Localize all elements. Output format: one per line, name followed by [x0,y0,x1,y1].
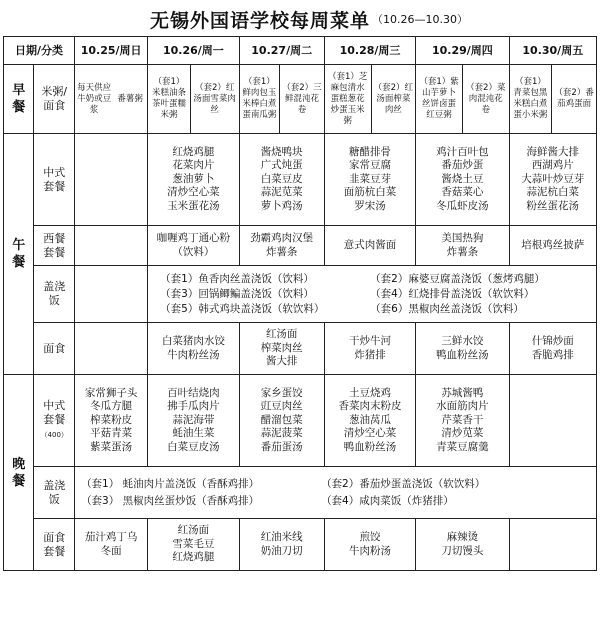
day-header-thu: 10.29/周四 [416,37,509,65]
category-lunch-noodle: 面食 [34,323,75,375]
breakfast-thu-set1: （套1）紫山芋萝卜丝饼卤蛋红豆粥 [416,65,463,134]
dinner-chinese-row [4,375,597,467]
page-title: 无锡外国语学校每周菜单 [150,10,371,32]
category-lunch-rice: 盖浇饭 [34,266,75,323]
dinner-rice-list [75,467,597,519]
breakfast-tue-set2: （套2）三鲜混沌花卷 [280,65,325,134]
day-header-sun: 10.25/周日 [75,37,148,65]
breakfast-sun-drinks: 每天供应牛奶或豆浆 [77,82,112,115]
menu-header [0,6,600,32]
lunch-rice-set3: （套3）回锅鲫鳊盖浇饭（饮料） [160,287,314,300]
meal-label-dinner: 晚餐 [4,375,34,571]
day-header-wed: 10.28/周三 [324,37,415,65]
dinner-chinese-note: （400） [40,431,68,439]
category-dinner-noodle: 面食套餐 [34,519,75,571]
dinner-chinese-thu: 苏城酱鸭 水面筋肉片 芹菜香干 清炒苋菜 青菜豆腐羹 [416,375,509,467]
lunch-noodle-sun [75,323,148,375]
breakfast-sun-porridge: 番薯粥 [117,93,143,104]
lunch-chinese-sun [75,134,148,226]
breakfast-row [4,65,597,134]
breakfast-wed-set2: （套2）红汤面榨菜肉丝 [371,65,416,134]
lunch-rice-list [148,266,597,323]
lunch-rice-set5: （套5）韩式鸡块盖浇饭（软饮料） [160,302,325,315]
lunch-rice-set1: （套1）鱼香肉丝盖浇饭（饮料） [160,272,314,285]
category-lunch-western: 西餐套餐 [34,226,75,266]
category-dinner-chinese: 中式套餐 （400） [34,375,75,467]
lunch-western-thu: 美国热狗 炸薯条 [416,226,509,266]
dinner-rice-set1: （套1） 蚝油肉片盖浇饭（香酥鸡排） [81,477,260,490]
breakfast-mon-set2: （套2）红汤面雪菜肉丝 [190,65,239,134]
weekly-menu-table [3,36,597,571]
category-breakfast: 米粥/面食 [34,65,75,134]
lunch-western-wed: 意式肉酱面 [324,226,415,266]
corner-header: 日期/分类 [4,37,75,65]
lunch-western-row [4,226,597,266]
meal-label-lunch: 午餐 [4,134,34,375]
lunch-chinese-tue: 酱烧鸭块 广式炖蛋 白菜豆皮 蒜泥苋菜 萝卜鸡汤 [239,134,324,226]
dinner-noodle-wed: 煎饺 牛肉粉汤 [324,519,415,571]
lunch-western-sun [75,226,148,266]
lunch-western-mon: 咖喱鸡丁通心粉（饮料） [148,226,239,266]
lunch-chinese-mon: 红烧鸡腿 花菜肉片 葱油萝卜 清炒空心菜 玉米蛋花汤 [148,134,239,226]
dinner-rice-row [4,467,597,519]
breakfast-wed-set1: （套1）芝麻包清水蛋糕葱花炒蛋玉米粥 [324,65,371,134]
category-lunch-chinese: 中式套餐 [34,134,75,226]
lunch-western-fri: 培根鸡丝披萨 [509,226,596,266]
header-row [4,37,597,65]
breakfast-fri-set2: （套2）番茄鸡蛋面 [552,65,597,134]
breakfast-thu-set2: （套2）菜肉混沌花卷 [462,65,509,134]
breakfast-mon-set1: （套1）米糕油条茶叶蛋糯米粥 [148,65,191,134]
lunch-noodle-mon: 白菜猪肉水饺 牛肉粉丝汤 [148,323,239,375]
day-header-mon: 10.26/周一 [148,37,239,65]
dinner-noodle-sun: 茄汁鸡丁乌冬面 [75,519,148,571]
dinner-chinese-wed: 土豆烧鸡 香菜肉末粉皮 葱油莴瓜 清炒空心菜 鸭血粉丝汤 [324,375,415,467]
lunch-chinese-thu: 鸡汁百叶包 番茄炒蛋 酱烧土豆 香菇菜心 冬瓜虾皮汤 [416,134,509,226]
category-dinner-rice: 盖浇饭 [34,467,75,519]
dinner-rice-set2: （套2）番茄炒蛋盖浇饭（软饮料） [321,477,486,490]
dinner-chinese-sun: 家常狮子头 冬瓜方腿 榨菜粉皮 平菇青菜 紫菜蛋汤 [75,375,148,467]
dinner-chinese-tue: 家乡蛋饺 豇豆肉丝 醋溜包菜 蒜泥菠菜 番茄蛋汤 [239,375,324,467]
dinner-rice-set4: （套4）咸肉菜饭（炸猪排） [321,494,454,507]
lunch-western-tue: 劲霸鸡肉汉堡 炸薯条 [239,226,324,266]
lunch-chinese-fri: 海鲜酱大排 西湖鸡片 大蒜叶炒豆芽 蒜泥杭白菜 粉丝蛋花汤 [509,134,596,226]
dinner-noodle-mon: 红汤面 雪菜毛豆 红烧鸡腿 [148,519,239,571]
day-header-fri: 10.30/周五 [509,37,596,65]
lunch-noodle-thu: 三鲜水饺 鸭血粉丝汤 [416,323,509,375]
dinner-noodle-row [4,519,597,571]
lunch-rice-set2: （套2）麻婆豆腐盖浇饭（葱烤鸡腿） [370,272,545,285]
dinner-chinese-mon: 百叶结烧肉 拂手瓜肉片 蒜泥海带 蚝油生菜 白菜豆皮汤 [148,375,239,467]
dinner-chinese-fri [509,375,596,467]
dinner-noodle-tue: 红油米线 奶油刀切 [239,519,324,571]
lunch-chinese-wed: 糖醋排骨 家常豆腐 韭菜豆芽 面筋杭白菜 罗宋汤 [324,134,415,226]
lunch-noodle-row [4,323,597,375]
lunch-rice-set4: （套4）红烧排骨盖浇饭（软饮料） [370,287,535,300]
dinner-noodle-fri [509,519,596,571]
breakfast-tue-set1: （套1）鲜肉包玉米棒白煮蛋南瓜粥 [239,65,280,134]
lunch-rice-row [4,266,597,323]
date-range: （10.26—10.30） [372,13,468,26]
breakfast-sun [75,65,148,134]
meal-label-breakfast: 早餐 [4,65,34,134]
day-header-tue: 10.27/周二 [239,37,324,65]
lunch-noodle-tue: 红汤面 榨菜肉丝 酱大排 [239,323,324,375]
dinner-noodle-thu: 麻辣烫 刀切馒头 [416,519,509,571]
lunch-noodle-fri: 什锦炒面 香脆鸡排 [509,323,596,375]
lunch-rice-sun [75,266,148,323]
lunch-rice-set6: （套6）黑椒肉丝盖浇饭（饮料） [370,302,524,315]
lunch-chinese-row [4,134,597,226]
breakfast-fri-set1: （套1）青菜包黑米糕白煮蛋小米粥 [509,65,552,134]
lunch-noodle-wed: 干炒牛河 炸猪排 [324,323,415,375]
dinner-rice-set3: （套3） 黑椒肉丝蛋炒饭（香酥鸡排） [81,494,260,507]
